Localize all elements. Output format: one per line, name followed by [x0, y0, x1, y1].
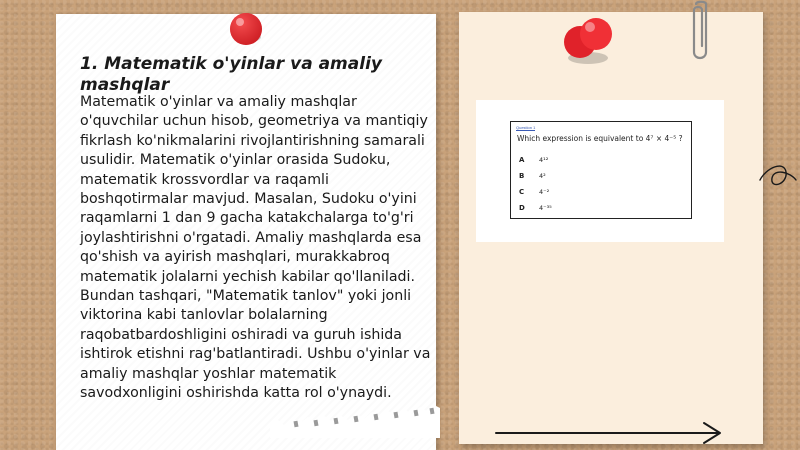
slide-title: 1. Matematik o'yinlar va amaliy mashqlar [80, 54, 382, 95]
quiz-option-b[interactable] [519, 172, 546, 180]
option-value: 4⁻² [539, 188, 550, 196]
body-paragraph: Matematik o'yinlar va amaliy mashqlar o'quvchilar uchun hisob, geometriya va mantiqiy fikrlash ko'nikmalarini rivojlantirishning samarali usulidir. Matematik o'yinlar orasida Sudoku, matematik krossvordlar va raqamli boshqotirmalar mavjud. Masalan, Sudoku o'yini raqamlarni 1 dan 9 gacha katakchalarga to'g'ri joylashtirishni o'rgatadi. Amaliy mashqlarda esa qo'shish va ayirish mashqlari, murakkabroq matematik jolalarni yechish kabilar qo'llaniladi. Bundan tashqari, "Matematik tanlov" yoki jonli viktorina kabi tanlovlar bolalarning raqobatbardoshligini oshiradi va guruh ishida ishtirok etishni rag'batlantiradi. Ushbu o'yinlar va amaliy mashqlar yoshlar matematik savodxonligini oshirishda katta rol o'ynaydi. [80, 94, 431, 402]
pushpin-icon [558, 14, 620, 68]
option-value: 4² [539, 172, 546, 180]
quiz-option-c[interactable] [519, 188, 549, 196]
option-value: 4¹² [539, 156, 549, 164]
arrow-right-icon [494, 420, 726, 446]
option-letter: C [519, 188, 525, 196]
quiz-option-d[interactable] [519, 204, 552, 212]
quiz-option-a[interactable] [519, 156, 548, 164]
option-letter: D [519, 204, 525, 212]
quiz-question: Which expression is equivalent to 4⁷ × 4⁻⁵ ? [517, 134, 683, 143]
pushpin-icon [226, 9, 268, 51]
option-value: 4⁻³⁵ [539, 204, 552, 212]
quiz-tag: Question 1 [516, 125, 536, 130]
spiral-doodle-icon [756, 150, 800, 206]
quiz-box [510, 121, 692, 219]
option-letter: B [519, 172, 525, 180]
paperclip-icon [688, 0, 714, 62]
option-letter: A [519, 156, 525, 164]
